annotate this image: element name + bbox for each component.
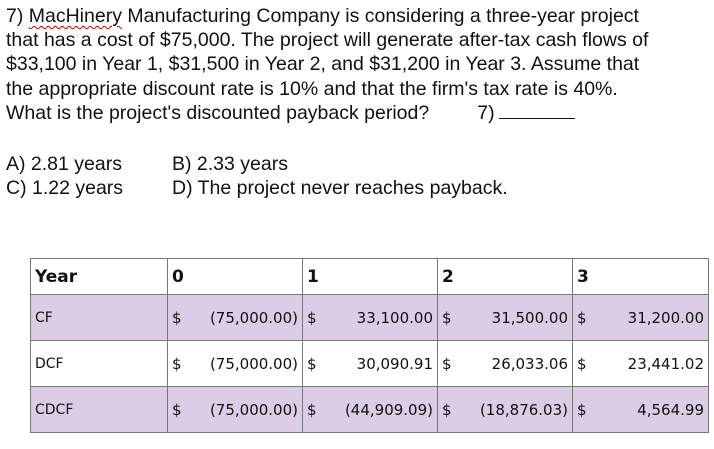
question-line-2: that has a cost of $75,000. The project will generate after-tax cash flows of [6,29,649,52]
spellcheck-word: MacHinery [28,5,122,27]
row-label: CDCF [31,387,168,433]
table-cell: $ 31,200.00 [573,295,709,341]
table-row-dcf [31,341,709,387]
question-prompt: What is the project's discounted payback period? [6,101,430,124]
table-cell: $ 33,100.00 [303,295,438,341]
table-cell: $ (75,000.00) [168,387,303,433]
question-number: 7) [6,5,24,27]
table-cell: $ 23,441.02 [573,341,709,387]
table-cell: $ (44,909.09) [303,387,438,433]
header-year-2: 2 [438,259,573,295]
header-year-1: 1 [303,259,438,295]
choice-a: A) 2.81 years [6,153,122,175]
table-cell: $ (75,000.00) [168,295,303,341]
header-year-0: 0 [168,259,303,295]
choice-d: D) The project never reaches payback. [172,177,508,199]
question-line-1-rest: Manufacturing Company is considering a three-year project [121,5,639,27]
choice-b: B) 2.33 years [172,153,288,175]
answer-number: 7) [477,101,495,124]
table-cell: $ 31,500.00 [438,295,573,341]
table-cell: $ (18,876.03) [438,387,573,433]
row-label: CF [31,295,168,341]
answer-blank [499,104,575,119]
table-row-cdcf [31,387,709,433]
question-line-3: $33,100 in Year 1, $31,500 in Year 2, and $31,200 in Year 3. Assume that [6,53,640,76]
table-cell: $ 4,564.99 [573,387,709,433]
table-cell: $ 30,090.91 [303,341,438,387]
question-text [6,4,706,125]
question-line-5 [6,101,706,125]
question-line-1 [6,4,706,28]
header-year: Year [31,259,168,295]
table-header-row [31,259,709,295]
row-label: DCF [31,341,168,387]
table-row-cf [31,295,709,341]
header-year-3: 3 [573,259,709,295]
question-line-4: the appropriate discount rate is 10% and that the firm's tax rate is 40%. [6,77,618,100]
choice-c: C) 1.22 years [6,177,124,199]
table-cell: $ 26,033.06 [438,341,573,387]
table-cell: $ (75,000.00) [168,341,303,387]
cash-flow-table [30,258,709,433]
